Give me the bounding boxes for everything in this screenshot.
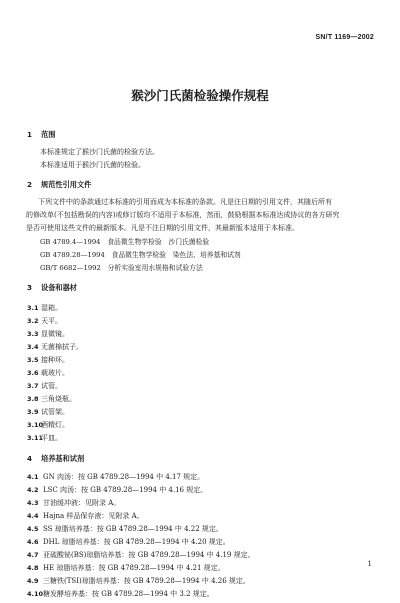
list-item: 4.8 HE 琼脂培养基：按 GB 4789.28—1994 中 4.21 规定。 (27, 564, 225, 572)
section-2-paragraph-line-3: 是否可使用这些文件的最新版本。凡是不注日期的引用文件，其最新版本适用于本标准。 (26, 224, 299, 232)
list-item: 3.11平皿。 (27, 434, 62, 442)
list-item: 3.7 试管。 (27, 382, 62, 390)
section-4-title: 培养基和试剂 (41, 454, 85, 463)
standard-code: SN/T 1169—2002 (315, 34, 374, 41)
section-2-paragraph-line-1: 下列文件中的条款通过本标准的引用而成为本标准的条款。凡是注日期的引用文件，其随后所有 (38, 198, 332, 206)
section-4-heading (27, 454, 84, 464)
section-2-number: 2 (27, 180, 33, 189)
list-item: 3.10酒精灯。 (27, 421, 69, 429)
reference-1: GB 4789.4—1994 食品微生物学检验 沙门氏菌检验 (40, 238, 210, 246)
list-item: 3.9 试管架。 (27, 408, 69, 416)
list-item: 4.5 SS 琼脂培养基：按 GB 4789.28—1994 中 4.22 规定。 (27, 525, 223, 533)
section-4-number: 4 (27, 454, 33, 463)
list-item: 4.2 LSC 肉汤：按 GB 4789.28—1994 中 4.16 规定。 (27, 486, 208, 494)
list-item: 4.1 GN 肉汤：按 GB 4789.28—1994 中 4.17 规定。 (27, 473, 205, 481)
list-item: 3.2 天平。 (27, 317, 62, 325)
section-3-heading (27, 283, 77, 293)
section-2-heading (27, 180, 91, 190)
section-1-line-2: 本标准适用于猴沙门氏菌的检验。 (40, 161, 145, 169)
document-title: 猴沙门氏菌检验操作规程 (131, 88, 269, 103)
list-item: 4.4 Hajna 样品保存液：见附录 A。 (27, 512, 144, 520)
list-item: 4.3 甘油缓冲液：见附录 A。 (27, 499, 121, 507)
list-item: 4.7 亚硫酸铋(BS)琼脂培养基：按 GB 4789.28—1994 中 4.19 规定。 (27, 551, 255, 559)
section-1-line-1: 本标准规定了猴沙门氏菌的检验方法。 (40, 148, 159, 156)
list-item: 4.6 DHL 琼脂培养基：按 GB 4789.28—1994 中 4.20 规定。 (27, 538, 230, 546)
section-3-number: 3 (27, 283, 33, 292)
reference-3: GB/T 6682—1992 分析实验室用水规格和试验方法 (40, 264, 203, 272)
list-item: 3.5 接种环。 (27, 356, 69, 364)
list-item: 3.8 三角烧瓶。 (27, 395, 76, 403)
section-2-title: 规范性引用文件 (41, 180, 92, 189)
section-1-number: 1 (27, 130, 33, 139)
list-item: 3.4 无菌棉拭子。 (27, 343, 83, 351)
section-1-title: 范围 (41, 130, 56, 139)
section-3-title: 设备和器材 (41, 283, 77, 292)
section-2-paragraph-line-2: 的修改单(不包括勘误的内容)或修订版均不适用于本标准，然而，鼓励根据本标准达成协议的各方研究 (26, 211, 340, 219)
list-item: 4.9 三糖铁(TSI)琼脂培养基：按 GB 4789.28—1994 中 4.26 规定。 (27, 577, 250, 585)
reference-2: GB 4789.28—1994 食品微生物学检验 染色法、培养基和试剂 (40, 251, 241, 259)
list-item: 3.1 湿箱。 (27, 304, 62, 312)
section-1-heading (27, 130, 55, 140)
page-number: 1 (367, 560, 372, 568)
list-item: 3.6 载玻片。 (27, 369, 69, 377)
list-item: 3.3 显微镜。 (27, 330, 69, 338)
section-2-paragraph (26, 196, 376, 235)
list-item: 4.10糖发酵培养基：按 GB 4789.28—1994 中 3.2 规定。 (27, 590, 214, 598)
